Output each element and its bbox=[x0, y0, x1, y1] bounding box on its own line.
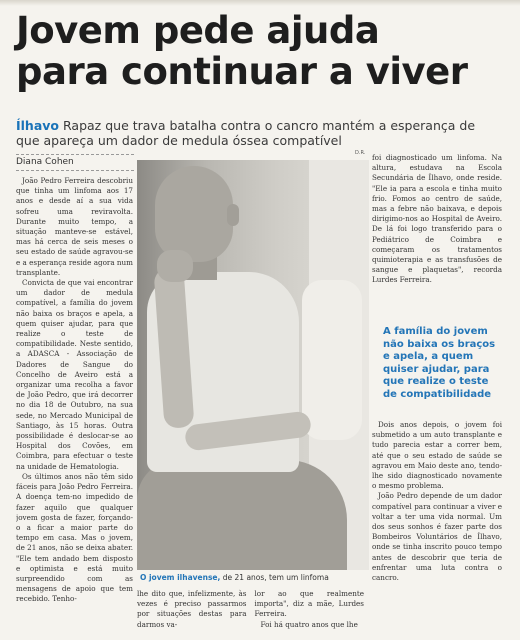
article-column-1 bbox=[16, 176, 133, 640]
headline-line-2: para continuar a viver bbox=[16, 50, 468, 93]
photo-credit: D.R. bbox=[355, 150, 366, 156]
photo-caption bbox=[140, 573, 366, 583]
byline-rule-top bbox=[16, 154, 134, 155]
lead-text: Rapaz que trava batalha contra o cancro mantém a esperança de que apareça um dador de medula óssea compatível bbox=[16, 118, 476, 148]
headline-line-1: Jovem pede ajuda bbox=[16, 9, 380, 52]
paragraph: João Pedro depende de um dador compatível para continuar a viver e voltar a ter uma vida normal. Um dos seus sonhos é fazer parte dos Bombeiros Voluntários de Ílhavo, onde se tinha inscrito pouco tempo antes de descobrir que teria de enfrentar uma luta contra o cancro. bbox=[372, 491, 502, 583]
paragraph: João Pedro Ferreira descobriu que tinha um linfoma aos 17 anos e desde aí a sua vida sofreu uma reviravolta. Durante muito tempo, a situação manteve-se estável, mas há cerca de seis meses o seu estado de saúde agravou-se e a esperança reside agora num transplante. bbox=[16, 176, 133, 277]
caption-text: de 21 anos, tem um linfoma bbox=[220, 573, 329, 582]
paragraph: Foi há quatro anos que lhe bbox=[260, 619, 358, 629]
page-edge bbox=[0, 0, 520, 6]
paragraph: foi diagnosticado um linfoma. Na altura, estudava na Escola Secundária de Ílhavo, onde reside. "Ele ia para a escola e tinha muito frio. Fomos ao centro de saúde, mas a febre não baixava, e depois dirigimo-nos ao Hospital de Aveiro. De lá foi logo transferido para o Pediátrico de Coimbra e começaram os tratamentos quimioterapia e as transfusões de sangue e plaquetas", recorda Lurdes Ferreira. bbox=[372, 153, 502, 285]
article-photo bbox=[137, 160, 369, 570]
article-column-2 bbox=[137, 589, 364, 640]
paragraph: Convicta de que vai encontrar um dador de medula compatível, a família do jovem não baixa os braços e apela, a quem quiser ajudar, para que realize o teste de compatibilidade. Neste sentido, a ADASCA - Associação de Dadores de Sangue do Concelho de Aveiro está a organizar uma recolha a favor de João Pedro, que irá decorrer no dia 18 de Outubro, na sua sede, no Mercado Municipal de Santiago, às 15 horas. Outra possibilidade é deslocar-se ao Hospital dos Covões, em Coimbra, para efectuar o teste na unidade de Hematologia. bbox=[16, 278, 133, 471]
place-label: Ílhavo bbox=[16, 118, 60, 133]
paragraph: Dois anos depois, o jovem foi submetido a um auto transplante e tudo parecia estar a correr bem, até que o seu estado de saúde se agravou em Maio deste ano, tendo-lhe sido diagnosticado novamente o mesmo problema. bbox=[372, 420, 502, 491]
pull-quote: A família do jovem não baixa os braços e apela, a quem quiser ajudar, para que realize o teste de compatibilidade bbox=[383, 326, 496, 400]
paragraph: lhe dito que, infelizmente, às vezes é preciso passarmos por situações destas para darmos va- bbox=[137, 589, 247, 629]
byline: Diana Cohen bbox=[16, 157, 74, 167]
caption-lead: O jovem ilhavense, bbox=[140, 573, 221, 582]
headline bbox=[16, 10, 511, 92]
paragraph: Os últimos anos não têm sido fáceis para João Pedro Ferreira. A doença tem-no impedido de fazer aquilo que qualquer jovem gosta de fazer, forçando-o a ficar a maior parte do tempo em casa. Mas o jovem, de 21 anos, não se deixa abater. "Ele tem andado bem disposto e optimista e está muito surpreendido com as mensagens de apoio que tem recebido. Tenho- bbox=[16, 471, 133, 604]
article-column-3-bottom bbox=[372, 420, 502, 640]
article-column-3-top bbox=[372, 153, 502, 321]
byline-rule-bottom bbox=[16, 170, 134, 171]
lead-paragraph bbox=[16, 118, 496, 148]
paragraph: lor ao que realmente importa", diz a mãe, Lurdes Ferreira. bbox=[254, 589, 364, 619]
